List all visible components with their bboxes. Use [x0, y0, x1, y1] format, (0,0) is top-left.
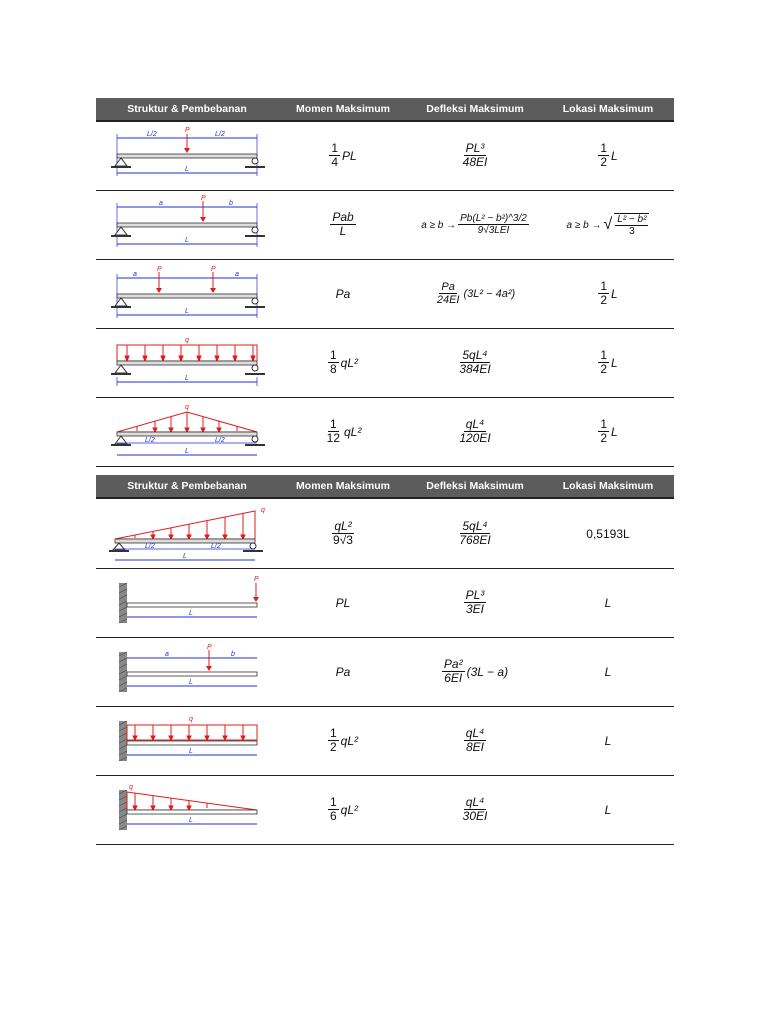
fraction-den: 48EI: [462, 155, 488, 170]
deflection-cell: [408, 707, 542, 775]
dim-label: L/2: [215, 437, 225, 444]
fraction-num: Pa: [441, 281, 455, 294]
formula-text: L: [604, 803, 612, 817]
load-label: q: [129, 784, 133, 791]
formula-tail: qL²: [340, 355, 359, 370]
fraction-den: 9√3: [333, 532, 353, 547]
table-row: [96, 260, 674, 329]
fraction-den: 30EI: [462, 809, 488, 824]
beam-diagram: [107, 126, 267, 186]
fraction-num: PL³: [465, 141, 485, 155]
formula-text: L: [604, 596, 612, 610]
location-cell: a ≥ b → √ $\frac{\text{L² − b²}}{3}$: [542, 191, 674, 259]
dim-label: L: [189, 817, 193, 824]
beam-table-cantilever: [96, 475, 674, 845]
fraction-num: 1: [329, 348, 337, 362]
fraction-den: 6: [329, 809, 337, 824]
fraction-num: 1: [331, 141, 338, 155]
formula-text: Pa: [335, 287, 351, 301]
moment-cell: [278, 398, 408, 466]
fraction-den: 2: [600, 431, 607, 446]
load-label: q: [185, 404, 189, 411]
header-moment: Momen Maksimum: [296, 103, 390, 115]
fraction-den: L: [339, 224, 347, 239]
fraction-num: 1: [600, 279, 607, 293]
fraction-den: 3: [629, 225, 635, 237]
load-label: P: [211, 266, 216, 273]
formula-text: L: [604, 665, 612, 679]
dim-label: L: [183, 552, 187, 560]
load-label: q: [261, 506, 265, 514]
table-row: [96, 329, 674, 398]
moment-cell: [278, 569, 408, 637]
diagram-triangular-center-load: [96, 398, 278, 466]
table-row: [96, 569, 674, 638]
formula-tail: qL²: [340, 733, 359, 748]
beam-diagram: [107, 402, 267, 462]
moment-cell: [278, 260, 408, 328]
moment-cell: [278, 122, 408, 190]
location-cell: [542, 707, 674, 775]
deflection-cell: [408, 260, 542, 328]
header-location: Lokasi Maksimum: [562, 103, 654, 115]
dim-label: L: [189, 610, 193, 617]
load-label: q: [189, 716, 193, 723]
moment-cell: [278, 638, 408, 706]
load-label: P: [254, 576, 259, 583]
dim-label: a: [235, 271, 239, 278]
beam-diagram: [107, 333, 267, 393]
load-label: q: [185, 337, 189, 344]
beam-diagram: [105, 573, 269, 633]
formula-tail: qL²: [340, 802, 359, 817]
dim-label: L: [185, 237, 189, 244]
formula-text: Pa: [335, 665, 351, 679]
moment-cell: [278, 191, 408, 259]
formula-text: 0,5193L: [586, 526, 630, 541]
deflection-cell: [408, 329, 542, 397]
fraction-den: 2: [600, 293, 607, 308]
moment-cell: [278, 776, 408, 844]
fraction-den: 6EI: [444, 671, 463, 686]
formula-tail: PL: [342, 148, 357, 163]
fraction-num: Pb(L² − b²)^3/2: [460, 213, 527, 225]
header-structure: Struktur & Pembebanan: [127, 103, 247, 115]
fraction-den: 384EI: [459, 362, 491, 377]
dim-label: a: [133, 271, 137, 278]
beam-diagram: [105, 780, 269, 840]
location-cell: [542, 398, 674, 466]
dim-label: L/2: [147, 131, 157, 138]
fraction-den: 24EI: [436, 294, 460, 307]
fraction-den: 120EI: [459, 431, 491, 446]
fraction-den: 768EI: [459, 532, 491, 547]
location-cell: [542, 499, 674, 568]
dim-label: L: [185, 448, 189, 455]
diagram-cantilever-intermediate-load: [96, 638, 278, 706]
fraction-den: 8: [329, 362, 337, 377]
diagram-central-point-load: [96, 122, 278, 190]
fraction-num: qL⁴: [465, 417, 485, 431]
header-moment: Momen Maksimum: [296, 480, 390, 492]
dim-label: b: [231, 651, 235, 658]
dim-label: L/2: [215, 131, 225, 138]
table-row: [96, 122, 674, 191]
table-header: [96, 98, 674, 122]
formula-tail: (3L − a): [466, 664, 509, 679]
fraction-den: 2: [600, 155, 607, 170]
table-header: [96, 475, 674, 499]
location-cell: [542, 122, 674, 190]
fraction-num: qL⁴: [465, 726, 485, 740]
formula-tail: qL²: [344, 424, 362, 439]
deflection-cell: [408, 398, 542, 466]
dim-label: L/2: [145, 542, 155, 550]
beam-diagram: [107, 195, 267, 255]
formula-condition: a ≥ b →: [421, 219, 457, 231]
dim-label: b: [229, 200, 233, 207]
fraction-num: L² − b²: [617, 213, 647, 225]
load-label: P: [207, 644, 212, 651]
load-label: P: [201, 195, 206, 202]
dim-label: L: [185, 166, 189, 173]
dim-label: a: [165, 651, 169, 658]
diagram-eccentric-point-load: [96, 191, 278, 259]
beam-diagram: [105, 503, 269, 565]
fraction-den: 2: [329, 740, 337, 755]
fraction-num: qL⁴: [465, 795, 485, 809]
table-row: [96, 191, 674, 260]
diagram-cantilever-triangular-load: [96, 776, 278, 844]
diagram-cantilever-tip-load: [96, 569, 278, 637]
fraction-num: 1: [600, 141, 607, 155]
fraction-num: 1: [600, 348, 607, 362]
dim-label: a: [159, 200, 163, 207]
beam-diagram: [105, 642, 269, 702]
dim-label: L: [185, 308, 189, 315]
fraction-den: 9√3LEI: [477, 225, 510, 237]
header-deflection: Defleksi Maksimum: [426, 103, 524, 115]
fraction-den: 4: [331, 155, 338, 170]
location-cell: [542, 569, 674, 637]
formula-tail: (3L² − 4a²): [463, 287, 516, 300]
deflection-cell: [408, 499, 542, 568]
formula-tail: L: [611, 424, 618, 439]
fraction-num: 1: [329, 726, 337, 740]
dim-label: L: [185, 375, 189, 382]
diagram-two-point-loads: [96, 260, 278, 328]
fraction-den: 12: [326, 431, 340, 446]
fraction-num: qL²: [334, 518, 352, 533]
deflection-cell: [408, 638, 542, 706]
formula-tail: L: [611, 355, 618, 370]
table-row: [96, 638, 674, 707]
fraction-num: 1: [329, 795, 337, 809]
moment-cell: [278, 707, 408, 775]
header-deflection: Defleksi Maksimum: [426, 480, 524, 492]
location-cell: [542, 638, 674, 706]
deflection-cell: [408, 191, 542, 259]
beam-table-simple: [96, 98, 674, 467]
location-cell: [542, 260, 674, 328]
dim-label: L: [189, 748, 193, 755]
table-row: [96, 499, 674, 569]
formula-text: L: [604, 734, 612, 748]
header-location: Lokasi Maksimum: [562, 480, 654, 492]
dim-label: L/2: [211, 542, 221, 550]
load-label: P: [185, 127, 190, 134]
fraction-num: PL³: [465, 588, 485, 602]
diagram-cantilever-uniform-load: [96, 707, 278, 775]
fraction-num: 5qL⁴: [462, 518, 488, 533]
header-structure: Struktur & Pembebanan: [127, 480, 247, 492]
fraction-num: 1: [600, 417, 607, 431]
diagram-triangular-increasing-load: [96, 499, 278, 568]
beam-diagram: [105, 711, 269, 771]
moment-cell: [278, 499, 408, 568]
fraction-num: 5qL⁴: [462, 348, 488, 362]
moment-cell: [278, 329, 408, 397]
diagram-uniform-load: [96, 329, 278, 397]
fraction-num: Pa²: [443, 657, 463, 671]
formula-condition: a ≥ b →: [566, 219, 602, 231]
fraction-num: 1: [329, 417, 337, 431]
fraction-den: 3EI: [465, 602, 484, 617]
formula-text: PL: [335, 596, 351, 610]
deflection-cell: [408, 776, 542, 844]
location-cell: [542, 329, 674, 397]
deflection-cell: [408, 569, 542, 637]
fraction-den: 2: [600, 362, 607, 377]
table-row: [96, 707, 674, 776]
fraction-den: 8EI: [465, 740, 484, 755]
fraction-num: Pab: [332, 210, 354, 224]
dim-label: L: [189, 679, 193, 686]
formula-tail: L: [611, 286, 618, 301]
table-row: [96, 398, 674, 467]
load-label: P: [157, 266, 162, 273]
formula-tail: L: [611, 148, 618, 163]
beam-diagram: [107, 264, 267, 324]
table-row: [96, 776, 674, 845]
deflection-cell: [408, 122, 542, 190]
location-cell: [542, 776, 674, 844]
dim-label: L/2: [145, 437, 155, 444]
